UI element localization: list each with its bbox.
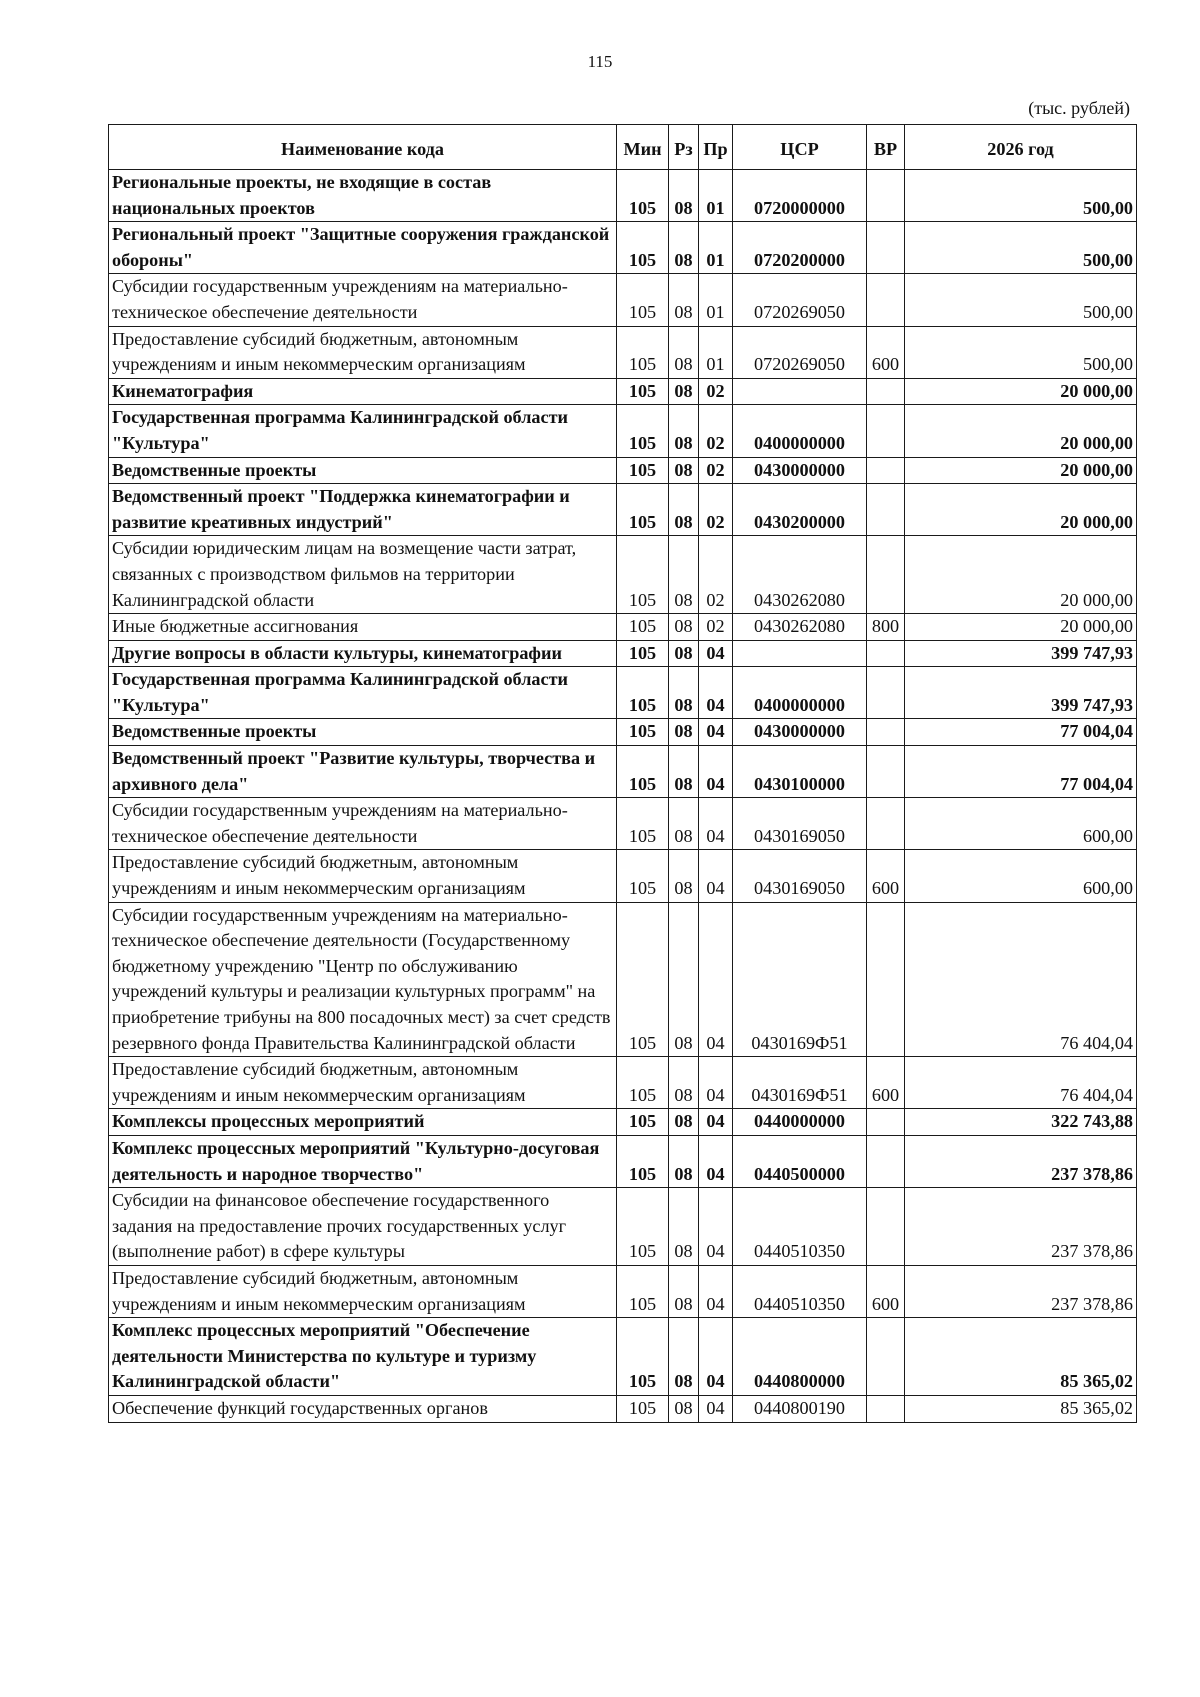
table-row [109, 798, 1137, 850]
cell-rz: 08 [669, 640, 699, 667]
cell-name: Субсидии на финансовое обеспечение государственного задания на предоставление прочих государственных услуг (выполнение работ) в сфере культуры [109, 1188, 617, 1266]
table-row [109, 274, 1137, 326]
cell-csr: 0430169050 [733, 850, 867, 902]
cell-min: 105 [617, 457, 669, 484]
table-row [109, 1318, 1137, 1396]
cell-pr: 04 [699, 1057, 733, 1109]
cell-sum: 600,00 [905, 850, 1137, 902]
cell-sum: 399 747,93 [905, 667, 1137, 719]
cell-vr [867, 1395, 905, 1422]
table-row [109, 1188, 1137, 1266]
cell-pr: 02 [699, 614, 733, 641]
cell-min: 105 [617, 326, 669, 378]
cell-min: 105 [617, 902, 669, 1057]
cell-rz: 08 [669, 1318, 699, 1396]
table-row [109, 614, 1137, 641]
header-name: Наименование кода [109, 125, 617, 170]
cell-sum: 85 365,02 [905, 1318, 1137, 1396]
cell-pr: 04 [699, 640, 733, 667]
cell-min: 105 [617, 1057, 669, 1109]
cell-pr: 01 [699, 326, 733, 378]
cell-pr: 04 [699, 719, 733, 746]
cell-pr: 04 [699, 850, 733, 902]
cell-min: 105 [617, 1109, 669, 1136]
cell-rz: 08 [669, 1135, 699, 1187]
cell-sum: 500,00 [905, 326, 1137, 378]
cell-pr: 01 [699, 222, 733, 274]
table-row [109, 484, 1137, 536]
cell-csr: 0440500000 [733, 1135, 867, 1187]
cell-pr: 04 [699, 1318, 733, 1396]
budget-table [108, 124, 1137, 1423]
cell-sum: 20 000,00 [905, 378, 1137, 405]
cell-csr: 0400000000 [733, 405, 867, 457]
cell-min: 105 [617, 640, 669, 667]
cell-name: Субсидии государственным учреждениям на материально-техническое обеспечение деятельности [109, 798, 617, 850]
cell-pr: 04 [699, 902, 733, 1057]
cell-min: 105 [617, 614, 669, 641]
header-rz: Рз [669, 125, 699, 170]
cell-name: Предоставление субсидий бюджетным, автономным учреждениям и иным некоммерческим организациям [109, 1057, 617, 1109]
cell-vr [867, 536, 905, 614]
cell-csr: 0430200000 [733, 484, 867, 536]
cell-vr [867, 405, 905, 457]
table-row [109, 457, 1137, 484]
table-row [109, 536, 1137, 614]
cell-sum: 20 000,00 [905, 614, 1137, 641]
table-row [109, 1057, 1137, 1109]
cell-csr: 0720200000 [733, 222, 867, 274]
cell-pr: 02 [699, 457, 733, 484]
cell-rz: 08 [669, 326, 699, 378]
cell-pr: 04 [699, 798, 733, 850]
cell-rz: 08 [669, 1265, 699, 1317]
cell-name: Субсидии государственным учреждениям на материально-техническое обеспечение деятельности (Государственному бюджетному учреждению "Центр по обслуживанию учреждений культуры и реализации культурных программ" на приобретение трибуны на 800 посадочных мест) за счет средств резервного фонда Правительства Калининградской области [109, 902, 617, 1057]
cell-pr: 04 [699, 1135, 733, 1187]
table-row [109, 1265, 1137, 1317]
header-year: 2026 год [905, 125, 1137, 170]
cell-vr: 600 [867, 850, 905, 902]
cell-pr: 04 [699, 1265, 733, 1317]
cell-vr [867, 1109, 905, 1136]
header-csr: ЦСР [733, 125, 867, 170]
cell-csr: 0440510350 [733, 1265, 867, 1317]
cell-sum: 237 378,86 [905, 1265, 1137, 1317]
cell-min: 105 [617, 170, 669, 222]
cell-csr: 0430169Ф51 [733, 902, 867, 1057]
cell-rz: 08 [669, 614, 699, 641]
cell-sum: 85 365,02 [905, 1395, 1137, 1422]
cell-name: Комплексы процессных мероприятий [109, 1109, 617, 1136]
cell-csr [733, 640, 867, 667]
cell-csr: 0430262080 [733, 614, 867, 641]
cell-csr: 0430100000 [733, 746, 867, 798]
cell-name: Комплекс процессных мероприятий "Культурно-досуговая деятельность и народное творчество" [109, 1135, 617, 1187]
cell-vr: 600 [867, 326, 905, 378]
cell-sum: 500,00 [905, 170, 1137, 222]
cell-pr: 04 [699, 1188, 733, 1266]
cell-name: Ведомственный проект "Поддержка кинематографии и развитие креативных индустрий" [109, 484, 617, 536]
cell-csr: 0430169Ф51 [733, 1057, 867, 1109]
cell-pr: 01 [699, 274, 733, 326]
cell-csr: 0430169050 [733, 798, 867, 850]
cell-rz: 08 [669, 1057, 699, 1109]
cell-sum: 20 000,00 [905, 457, 1137, 484]
cell-pr: 02 [699, 405, 733, 457]
cell-name: Комплекс процессных мероприятий "Обеспечение деятельности Министерства по культуре и туризму Калининградской области" [109, 1318, 617, 1396]
cell-min: 105 [617, 1135, 669, 1187]
cell-csr: 0430000000 [733, 719, 867, 746]
cell-sum: 322 743,88 [905, 1109, 1137, 1136]
units-label: (тыс. рублей) [1028, 98, 1130, 118]
cell-rz: 08 [669, 719, 699, 746]
cell-csr: 0440000000 [733, 1109, 867, 1136]
cell-pr: 04 [699, 1395, 733, 1422]
cell-vr [867, 902, 905, 1057]
cell-rz: 08 [669, 1109, 699, 1136]
cell-csr: 0440800190 [733, 1395, 867, 1422]
cell-name: Иные бюджетные ассигнования [109, 614, 617, 641]
table-row [109, 1109, 1137, 1136]
cell-min: 105 [617, 798, 669, 850]
cell-rz: 08 [669, 222, 699, 274]
cell-min: 105 [617, 667, 669, 719]
cell-min: 105 [617, 405, 669, 457]
cell-sum: 20 000,00 [905, 484, 1137, 536]
cell-name: Обеспечение функций государственных органов [109, 1395, 617, 1422]
cell-pr: 04 [699, 746, 733, 798]
cell-vr [867, 798, 905, 850]
cell-rz: 08 [669, 274, 699, 326]
cell-pr: 02 [699, 378, 733, 405]
table-row [109, 719, 1137, 746]
cell-sum: 237 378,86 [905, 1135, 1137, 1187]
cell-name: Другие вопросы в области культуры, кинематографии [109, 640, 617, 667]
header-vr: ВР [867, 125, 905, 170]
cell-rz: 08 [669, 405, 699, 457]
cell-name: Субсидии юридическим лицам на возмещение части затрат, связанных с производством фильмов на территории Калининградской области [109, 536, 617, 614]
cell-min: 105 [617, 378, 669, 405]
cell-sum: 500,00 [905, 274, 1137, 326]
cell-pr: 01 [699, 170, 733, 222]
cell-sum: 76 404,04 [905, 902, 1137, 1057]
cell-rz: 08 [669, 536, 699, 614]
cell-csr: 0440510350 [733, 1188, 867, 1266]
cell-vr [867, 170, 905, 222]
cell-sum: 20 000,00 [905, 405, 1137, 457]
cell-pr: 02 [699, 484, 733, 536]
cell-sum: 600,00 [905, 798, 1137, 850]
cell-min: 105 [617, 484, 669, 536]
cell-pr: 04 [699, 667, 733, 719]
cell-vr [867, 457, 905, 484]
table-row [109, 850, 1137, 902]
cell-vr: 800 [867, 614, 905, 641]
cell-rz: 08 [669, 746, 699, 798]
cell-sum: 20 000,00 [905, 536, 1137, 614]
cell-vr [867, 1318, 905, 1396]
cell-min: 105 [617, 274, 669, 326]
cell-vr [867, 1188, 905, 1266]
cell-name: Государственная программа Калининградской области "Культура" [109, 405, 617, 457]
cell-pr: 02 [699, 536, 733, 614]
cell-csr: 0400000000 [733, 667, 867, 719]
page-number: 115 [587, 52, 613, 71]
cell-min: 105 [617, 1318, 669, 1396]
cell-rz: 08 [669, 798, 699, 850]
header-min: Мин [617, 125, 669, 170]
table-row [109, 902, 1137, 1057]
cell-vr: 600 [867, 1057, 905, 1109]
cell-vr [867, 274, 905, 326]
cell-sum: 77 004,04 [905, 746, 1137, 798]
cell-sum: 500,00 [905, 222, 1137, 274]
cell-min: 105 [617, 1265, 669, 1317]
cell-vr [867, 222, 905, 274]
table-header-row [109, 125, 1137, 170]
cell-name: Ведомственные проекты [109, 719, 617, 746]
cell-vr [867, 667, 905, 719]
table-row [109, 1135, 1137, 1187]
cell-vr [867, 719, 905, 746]
cell-name: Региональные проекты, не входящие в состав национальных проектов [109, 170, 617, 222]
cell-vr [867, 746, 905, 798]
cell-csr: 0720000000 [733, 170, 867, 222]
cell-min: 105 [617, 850, 669, 902]
cell-rz: 08 [669, 378, 699, 405]
cell-pr: 04 [699, 1109, 733, 1136]
cell-vr [867, 640, 905, 667]
cell-rz: 08 [669, 902, 699, 1057]
table-row [109, 746, 1137, 798]
cell-sum: 77 004,04 [905, 719, 1137, 746]
cell-rz: 08 [669, 457, 699, 484]
cell-min: 105 [617, 1188, 669, 1266]
cell-csr: 0440800000 [733, 1318, 867, 1396]
cell-csr: 0720269050 [733, 326, 867, 378]
cell-name: Региональный проект "Защитные сооружения гражданской обороны" [109, 222, 617, 274]
cell-min: 105 [617, 1395, 669, 1422]
cell-csr: 0720269050 [733, 274, 867, 326]
cell-vr [867, 378, 905, 405]
cell-csr: 0430262080 [733, 536, 867, 614]
cell-sum: 237 378,86 [905, 1188, 1137, 1266]
table-row [109, 378, 1137, 405]
table-row [109, 170, 1137, 222]
cell-rz: 08 [669, 850, 699, 902]
cell-vr [867, 484, 905, 536]
table-row [109, 1395, 1137, 1422]
cell-rz: 08 [669, 1188, 699, 1266]
table-row [109, 667, 1137, 719]
cell-csr [733, 378, 867, 405]
cell-csr: 0430000000 [733, 457, 867, 484]
table-row [109, 326, 1137, 378]
cell-vr: 600 [867, 1265, 905, 1317]
cell-name: Ведомственный проект "Развитие культуры, творчества и архивного дела" [109, 746, 617, 798]
cell-sum: 76 404,04 [905, 1057, 1137, 1109]
table-row [109, 405, 1137, 457]
cell-rz: 08 [669, 667, 699, 719]
header-pr: Пр [699, 125, 733, 170]
cell-name: Субсидии государственным учреждениям на материально-техническое обеспечение деятельности [109, 274, 617, 326]
cell-vr [867, 1135, 905, 1187]
cell-name: Кинематография [109, 378, 617, 405]
cell-rz: 08 [669, 1395, 699, 1422]
cell-name: Ведомственные проекты [109, 457, 617, 484]
table-body [109, 170, 1137, 1423]
cell-min: 105 [617, 536, 669, 614]
cell-sum: 399 747,93 [905, 640, 1137, 667]
cell-rz: 08 [669, 484, 699, 536]
cell-name: Предоставление субсидий бюджетным, автономным учреждениям и иным некоммерческим организациям [109, 326, 617, 378]
table-row [109, 640, 1137, 667]
cell-rz: 08 [669, 170, 699, 222]
table-row [109, 222, 1137, 274]
cell-min: 105 [617, 719, 669, 746]
cell-name: Предоставление субсидий бюджетным, автономным учреждениям и иным некоммерческим организациям [109, 850, 617, 902]
cell-name: Предоставление субсидий бюджетным, автономным учреждениям и иным некоммерческим организациям [109, 1265, 617, 1317]
cell-name: Государственная программа Калининградской области "Культура" [109, 667, 617, 719]
cell-min: 105 [617, 746, 669, 798]
cell-min: 105 [617, 222, 669, 274]
